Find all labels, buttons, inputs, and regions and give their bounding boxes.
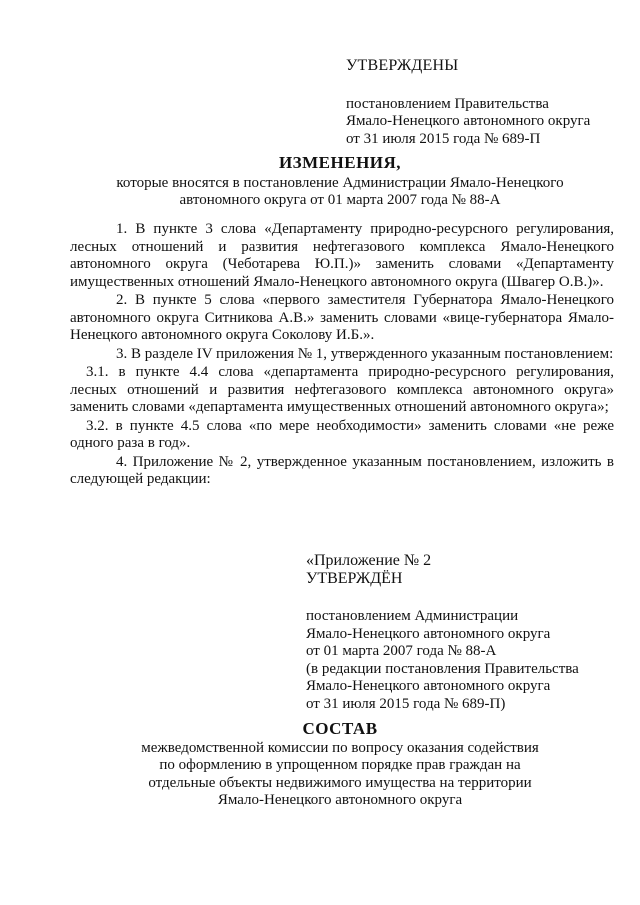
approval-line: от 31 июля 2015 года № 689-П (346, 130, 541, 147)
annex-line: Ямало-Ненецкого автономного округа (306, 625, 551, 642)
composition-line: по оформлению в упрощенном порядке прав граждан на (159, 757, 521, 773)
paragraph: 3. В разделе IV приложения № 1, утвержденного указанным постановлением: (116, 345, 614, 362)
title-heading: ИЗМЕНЕНИЯ, (278, 153, 402, 172)
annex-heading: «Приложение № 2 (306, 552, 432, 569)
paragraph: 4. Приложение № 2, утвержденное указанным постановлением, изложить в следующей редакции: (70, 453, 614, 487)
paragraph: 2. В пункте 5 слова «первого заместителя Губернатора Ямало-Ненецкого автономного округа Ситникова А.В.» заменить словами «вице-губернатора Ямало-Ненецкого автономного округа Соколову И.Б.». (70, 292, 614, 343)
annex-line: от 01 марта 2007 года № 88-А (306, 643, 497, 659)
document-body (70, 221, 614, 490)
composition-line: межведомственной комиссии по вопросу оказания содействия (141, 739, 539, 756)
title-line: которые вносятся в постановление Администрации Ямало-Ненецкого (116, 174, 564, 191)
annex-line: постановлением Администрации (306, 608, 519, 624)
annex-approved-heading: УТВЕРЖДЁН (306, 570, 403, 587)
composition-heading: СОСТАВ (302, 719, 378, 738)
approval-stamp (346, 57, 616, 148)
approval-heading: УТВЕРЖДЕНЫ (346, 57, 459, 74)
document-title (60, 154, 620, 210)
paragraph: 1. В пункте 3 слова «Департаменту природно-ресурсного регулирования, лесных отношений и развития нефтегазового комплекса Ямало-Ненецкого автономного округа (Чеботарева Ю.П.)» заменить словами «Департаменту имущественных отношений Ямало-Ненецкого автономного округа (Швагер О.В.)». (70, 221, 614, 290)
title-line: автономного округа от 01 марта 2007 года № 88-А (179, 192, 501, 208)
annex-line: (в редакции постановления Правительства (306, 660, 579, 677)
annex-line: от 31 июля 2015 года № 689-П) (306, 695, 506, 712)
annex-stamp (306, 552, 606, 713)
approval-line: постановлением Правительства (346, 95, 549, 112)
approval-line: Ямало-Ненецкого автономного округа (346, 113, 591, 129)
composition-line: Ямало-Ненецкого автономного округа (217, 792, 463, 808)
annex-line: Ямало-Ненецкого автономного округа (306, 678, 551, 694)
composition-line: отдельные объекты недвижимого имущества на территории (148, 774, 532, 791)
composition-title (100, 720, 580, 810)
subparagraph: 3.2. в пункте 4.5 слова «по мере необходимости» заменить словами «не реже одного раза в год». (70, 417, 614, 451)
subparagraph: 3.1. в пункте 4.4 слова «департамента природно-ресурсного регулирования, лесных отношений и развития нефтегазового комплекса автономного округа» заменить словами «департамента имущественных отношений автономного округа»; (70, 364, 614, 415)
